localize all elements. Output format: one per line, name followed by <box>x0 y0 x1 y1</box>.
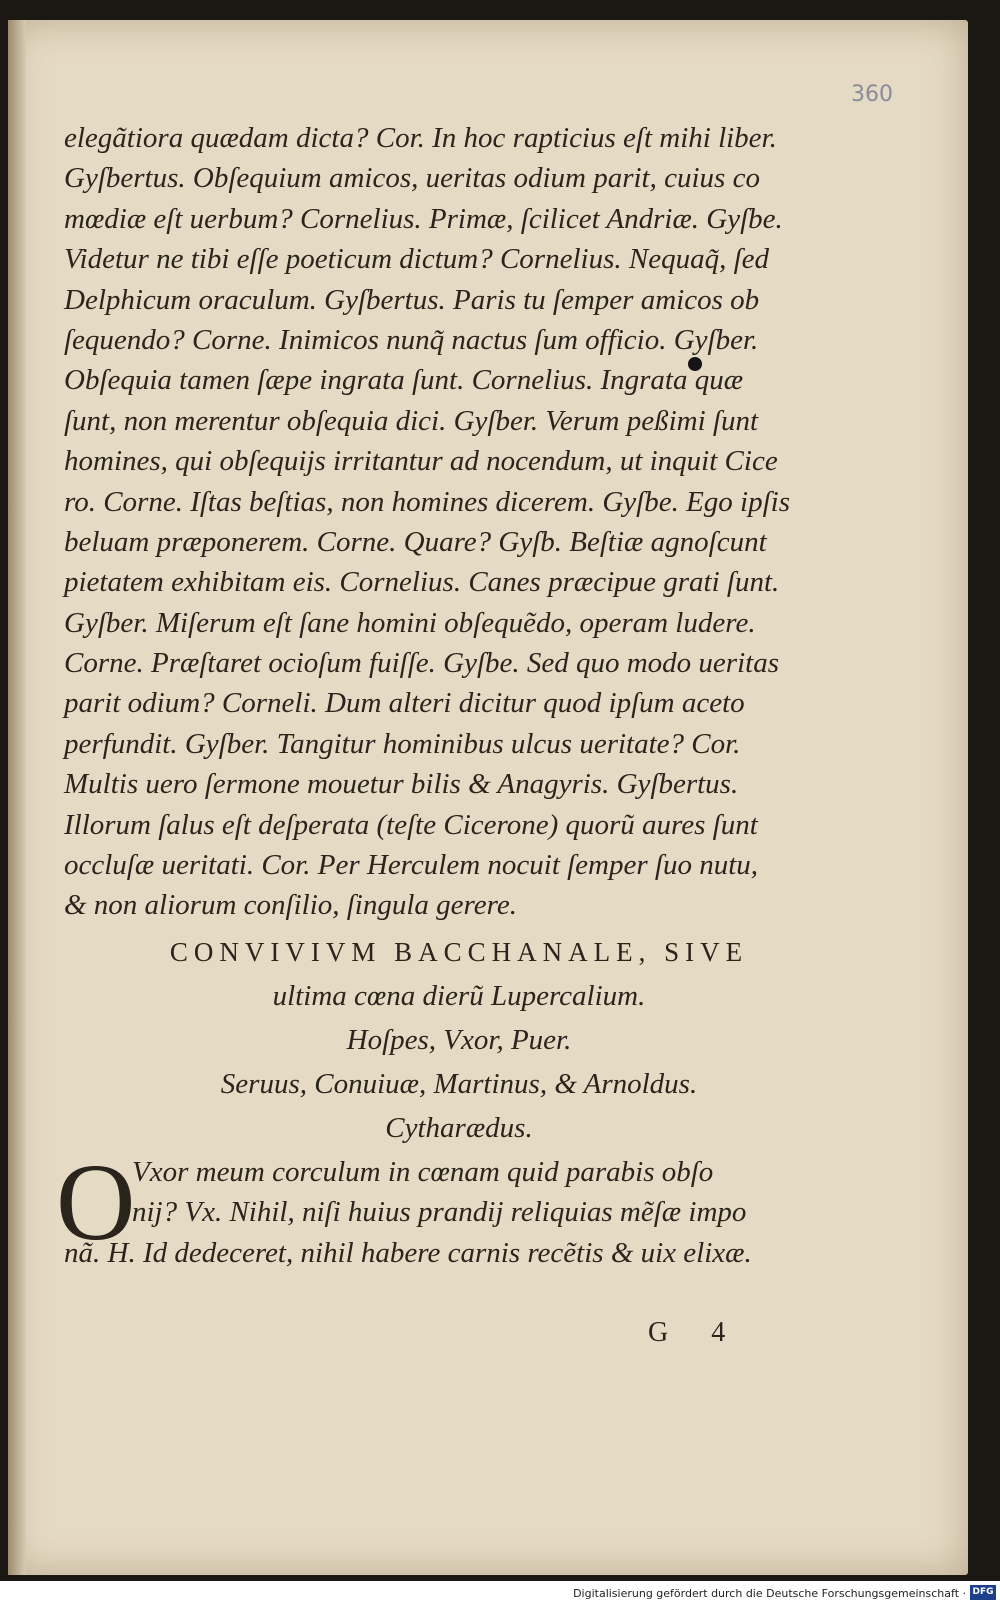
text-line: & non aliorum conſilio, ſingula gerere. <box>64 889 517 922</box>
signature-mark: G 4 <box>648 1317 744 1348</box>
dfg-logo: DFG <box>970 1585 996 1600</box>
dialogue-line: nij? Vx. Nihil, niſi huius prandij reliquias mẽſæ impo <box>132 1196 747 1229</box>
text-line: Delphicum oraculum. Gyſbertus. Paris tu ſemper amicos ob <box>64 283 760 316</box>
text-line: homines, qui obſequijs irritantur ad nocendum, ut inquit Cice <box>64 445 778 478</box>
text-line: Gyſber. Miſerum eſt ſane homini obſequẽdo, operam ludere. <box>64 606 756 639</box>
text-line: Multis uero ſermone mouetur bilis & Anagyris. Gyſbertus. <box>64 768 739 801</box>
text-line: ſequendo? Corne. Inimicos nunq̃ nactus ſum officio. Gyſber. <box>64 323 759 356</box>
text-line: Obſequia tamen ſæpe ingrata ſunt. Cornelius. Ingrata quæ <box>64 364 744 397</box>
footer-credit: Digitalisierung gefördert durch die Deutsche Forschungsgemeinschaft · <box>573 1587 966 1600</box>
drop-cap: O <box>56 1140 136 1263</box>
text-line: Videtur ne tibi eſſe poeticum dictum? Cornelius. Nequaq̃, ſed <box>64 243 770 276</box>
footer-bar <box>0 1581 1000 1603</box>
text-line: perfundit. Gyſber. Tangitur hominibus ulcus ueritate? Cor. <box>64 727 741 760</box>
dramatis-personae-line-1: Hoſpes, Vxor, Puer. <box>346 1023 572 1056</box>
folio-number: 360 <box>851 82 893 107</box>
section-subheading: ultima cœna dierũ Lupercalium. <box>272 979 646 1012</box>
text-line: occluſæ ueritati. Cor. Per Herculem nocuit ſemper ſuo nutu, <box>64 849 759 882</box>
dialogue-line: nã. H. Id dedeceret, nihil habere carnis recẽtis & uix elixæ. <box>64 1236 752 1269</box>
text-line: pietatem exhibitam eis. Cornelius. Canes præcipue grati ſunt. <box>64 566 780 599</box>
page-text <box>56 118 854 1273</box>
text-line: parit odium? Corneli. Dum alteri dicitur quod ipſum aceto <box>64 687 745 720</box>
text-line: beluam præponerem. Corne. Quare? Gyſb. Beſtiæ agnoſcunt <box>64 525 767 558</box>
dialogue-line: Vxor meum corculum in cœnam quid parabis obſo <box>132 1155 714 1188</box>
book-page <box>8 20 968 1575</box>
text-line: Illorum ſalus eſt deſperata (teſte Cicerone) quorũ aures ſunt <box>64 808 758 841</box>
text-line: mœdiæ eſt uerbum? Cornelius. Primæ, ſcilicet Andriæ. Gyſbe. <box>64 202 783 235</box>
dialogue-block <box>56 1140 854 1273</box>
body-text <box>64 118 854 926</box>
text-line: Gyſbertus. Obſequium amicos, ueritas odium parit, cuius co <box>64 162 760 195</box>
section-heading: CONVIVIVM BACCHANALE, SIVE <box>169 936 749 967</box>
dialogue-text <box>64 1152 854 1273</box>
dramatis-personae-line-3: Cytharædus. <box>385 1111 533 1144</box>
text-line: ſunt, non merentur obſequia dici. Gyſber. Verum peßimi ſunt <box>64 404 759 437</box>
page-binding-edge <box>8 20 26 1575</box>
dramatis-personae-line-2: Seruus, Conuiuæ, Martinus, & Arnoldus. <box>220 1067 698 1100</box>
text-line: Corne. Præſtaret ocioſum fuiſſe. Gyſbe. Sed quo modo ueritas <box>64 647 779 680</box>
text-line: ro. Corne. Iſtas beſtias, non homines dicerem. Gyſbe. Ego ipſis <box>64 485 790 518</box>
text-line: elegãtiora quædam dicta? Cor. In hoc rapticius eſt mihi liber. <box>64 122 777 154</box>
